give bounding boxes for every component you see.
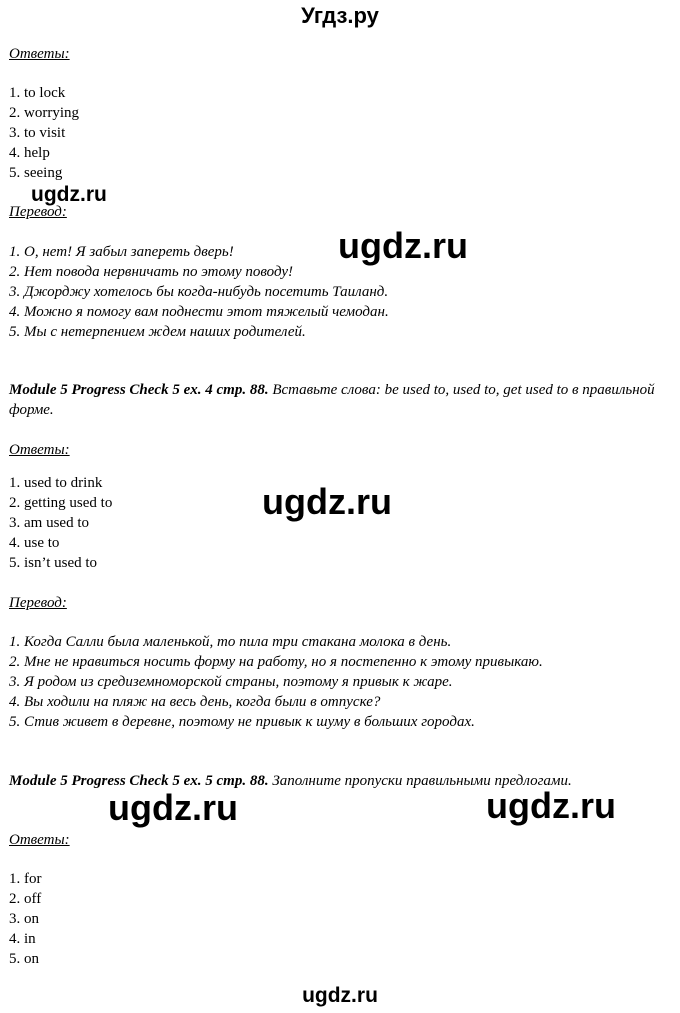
translation-item: 3. Я родом из средиземноморской страны, поэтому я привык к жаре. [9, 674, 453, 690]
watermark-4: ugdz.ru [108, 787, 238, 828]
answers-label-2: Ответы: [9, 442, 70, 458]
translation-item: 2. Нет повода нервничать по этому поводу! [9, 264, 294, 280]
translation-item: 4. Можно я помогу вам поднести этот тяжелый чемодан. [9, 304, 389, 320]
answers-list-1 [9, 83, 79, 183]
translation-item: 4. Вы ходили на пляж на весь день, когда были в отпуске? [9, 694, 381, 710]
answer-item: 3. on [9, 911, 39, 927]
answer-item: 4. use to [9, 535, 60, 551]
answer-item: 5. seeing [9, 165, 63, 181]
site-title: Угдз.ру [301, 3, 379, 28]
answer-item: 1. for [9, 871, 42, 887]
task-ex4 [9, 380, 659, 420]
answers-label-3: Ответы: [9, 832, 70, 848]
answer-item: 5. on [9, 951, 39, 967]
translation-item: 1. О, нет! Я забыл запереть дверь! [9, 244, 234, 260]
answer-item: 1. used to drink [9, 475, 103, 491]
footer-site-name: ugdz.ru [302, 984, 378, 1007]
answer-item: 4. help [9, 145, 50, 161]
answers-list-3 [9, 869, 42, 969]
answer-item: 2. off [9, 891, 42, 907]
task-ref: Module 5 Progress Check 5 ex. 5 стр. 88. [9, 773, 269, 789]
task-text: Вставьте слова: be used to, used to, get used to в правильной форме. [9, 382, 655, 418]
answer-item: 3. to visit [9, 125, 66, 141]
watermark-2: ugdz.ru [338, 225, 468, 266]
translation-item: 3. Джорджу хотелось бы когда-нибудь посетить Таиланд. [9, 284, 389, 300]
watermark-5: ugdz.ru [486, 785, 616, 826]
translation-label-2: Перевод: [9, 595, 67, 611]
answers-label-1: Ответы: [9, 46, 70, 62]
answer-item: 2. getting used to [9, 495, 113, 511]
task-ref: Module 5 Progress Check 5 ex. 4 стр. 88. [9, 382, 269, 398]
answer-item: 3. am used to [9, 515, 89, 531]
translation-list-1 [9, 242, 389, 342]
translation-item: 1. Когда Салли была маленькой, то пила три стакана молока в день. [9, 634, 452, 650]
answer-item: 4. in [9, 931, 36, 947]
watermark-1: ugdz.ru [31, 183, 107, 206]
translation-item: 2. Мне не нравиться носить форму на работу, но я постепенно к этому привыкаю. [9, 654, 543, 670]
answer-item: 2. worrying [9, 105, 79, 121]
watermark-3: ugdz.ru [262, 481, 392, 522]
translation-label-1: Перевод: [9, 204, 67, 220]
answer-item: 1. to lock [9, 85, 66, 101]
answers-list-2 [9, 473, 112, 573]
answer-item: 5. isn’t used to [9, 555, 98, 571]
translation-list-2 [9, 632, 543, 732]
task-text: Заполните пропуски правильными предлогами. [268, 773, 572, 789]
translation-item: 5. Стив живет в деревне, поэтому не привык к шуму в больших городах. [9, 714, 475, 730]
translation-item: 5. Мы с нетерпением ждем наших родителей. [9, 324, 306, 340]
